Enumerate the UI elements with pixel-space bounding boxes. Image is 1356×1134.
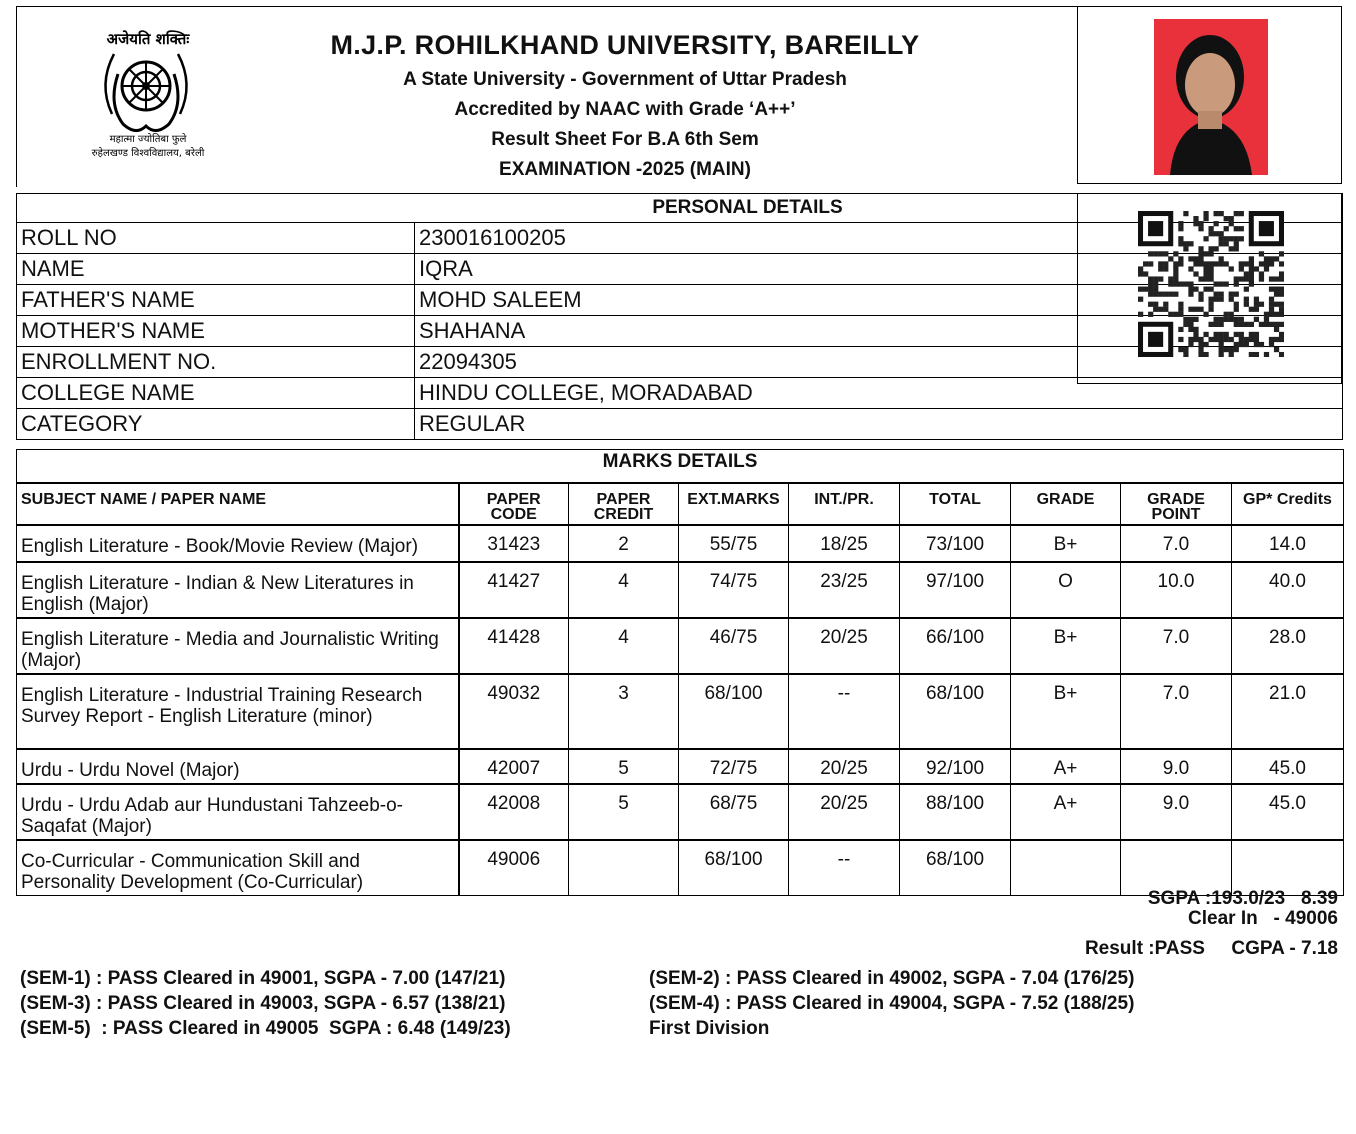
table-row: [17, 749, 1344, 784]
mother-name-value: SHAHANA: [415, 316, 1343, 347]
marks-cell: 9.0: [1121, 784, 1232, 840]
column-header-total: TOTAL: [900, 483, 1011, 525]
marks-cell: 74/75: [679, 562, 789, 618]
marks-cell: 46/75: [679, 618, 789, 674]
marks-cell: 72/75: [679, 749, 789, 784]
marks-details-table: [16, 449, 1344, 896]
marks-cell: 68/100: [900, 674, 1011, 749]
table-row: [17, 618, 1344, 674]
result-cgpa: Result :PASS CGPA - 7.18: [1084, 938, 1338, 959]
marks-cell: 21.0: [1232, 674, 1344, 749]
subject-name-cell: English Literature - Indian & New Literatures in English (Major): [17, 562, 459, 618]
table-row: [17, 525, 1344, 562]
university-name: M.J.P. ROHILKHAND UNIVERSITY, BAREILLY: [330, 30, 920, 60]
name-label: NAME: [17, 254, 415, 285]
sgpa-summary: SGPA :193.0/23 8.39: [1147, 888, 1338, 909]
subject-name-cell: English Literature - Media and Journalistic Writing (Major): [17, 618, 459, 674]
result-sheet-title: Result Sheet For B.A 6th Sem: [491, 129, 759, 150]
accreditation: Accredited by NAAC with Grade ‘A++’: [454, 99, 796, 120]
father-name-value: MOHD SALEEM: [415, 285, 1343, 316]
svg-text:अजेयति शक्तिः: अजेयति शक्तिः: [106, 30, 190, 48]
roll-no-label: ROLL NO: [17, 223, 415, 254]
marks-cell: 4: [569, 562, 679, 618]
enrollment-value: 22094305: [415, 347, 1343, 378]
column-header-paper-credit: PAPER CREDIT: [569, 483, 679, 525]
marks-cell: 68/100: [679, 840, 789, 896]
student-photo-frame: [1077, 6, 1342, 184]
svg-text:महात्मा ज्योतिबा फुले: महात्मा ज्योतिबा फुले: [109, 134, 187, 145]
column-header-gp-credits: GP* Credits: [1232, 483, 1344, 525]
marks-cell: 68/75: [679, 784, 789, 840]
college-value: HINDU COLLEGE, MORADABAD: [415, 378, 1343, 409]
university-logo: [78, 14, 218, 164]
marks-cell: 41428: [459, 618, 569, 674]
marks-cell: 5: [569, 749, 679, 784]
marks-cell: 68/100: [900, 840, 1011, 896]
marks-cell: 20/25: [789, 749, 900, 784]
marks-details-heading: MARKS DETAILS: [17, 450, 1344, 484]
sem-1-result: (SEM-1) : PASS Cleared in 49001, SGPA - 7.00 (147/21): [20, 968, 506, 989]
marks-cell: 7.0: [1121, 674, 1232, 749]
marks-cell: --: [789, 840, 900, 896]
marks-cell: 42007: [459, 749, 569, 784]
marks-cell: O: [1011, 562, 1121, 618]
mother-name-label: MOTHER'S NAME: [17, 316, 415, 347]
university-status: A State University - Government of Uttar Pradesh: [403, 69, 847, 90]
marks-cell: 40.0: [1232, 562, 1344, 618]
marks-cell: 31423: [459, 525, 569, 562]
qr-code-frame: [1077, 193, 1342, 384]
marks-cell: 45.0: [1232, 784, 1344, 840]
marks-cell: 10.0: [1121, 562, 1232, 618]
marks-cell: 7.0: [1121, 618, 1232, 674]
table-row: [17, 562, 1344, 618]
column-header-int-pr: INT./PR.: [789, 483, 900, 525]
marks-cell: B+: [1011, 674, 1121, 749]
subject-name-cell: Urdu - Urdu Novel (Major): [17, 749, 459, 784]
marks-cell: 3: [569, 674, 679, 749]
category-value: REGULAR: [415, 409, 1343, 440]
marks-cell: 73/100: [900, 525, 1011, 562]
sem-5-result: (SEM-5) : PASS Cleared in 49005 SGPA : 6.48 (149/23): [20, 1018, 511, 1039]
marks-cell: B+: [1011, 525, 1121, 562]
qr-code: [1138, 211, 1284, 357]
marks-cell: 55/75: [679, 525, 789, 562]
table-row: [17, 784, 1344, 840]
sem-3-result: (SEM-3) : PASS Cleared in 49003, SGPA - 6.57 (138/21): [20, 993, 506, 1014]
marks-cell: 92/100: [900, 749, 1011, 784]
sem-2-result: (SEM-2) : PASS Cleared in 49002, SGPA - 7.04 (176/25): [649, 968, 1135, 989]
sem-4-result: (SEM-4) : PASS Cleared in 49004, SGPA - 7.52 (188/25): [649, 993, 1135, 1014]
student-photo: [1078, 7, 1340, 182]
marks-cell: 18/25: [789, 525, 900, 562]
marks-cell: 66/100: [900, 618, 1011, 674]
column-header-subject: SUBJECT NAME / PAPER NAME: [17, 483, 459, 525]
marks-cell: 97/100: [900, 562, 1011, 618]
table-row: [17, 409, 1343, 440]
marks-cell: A+: [1011, 784, 1121, 840]
table-row: [17, 674, 1344, 749]
marks-cell: 4: [569, 618, 679, 674]
marks-cell: 9.0: [1121, 749, 1232, 784]
marks-cell: 5: [569, 784, 679, 840]
subject-name-cell: English Literature - Industrial Training Research Survey Report - English Literature (minor): [17, 674, 459, 749]
marks-cell: 41427: [459, 562, 569, 618]
marks-cell: 42008: [459, 784, 569, 840]
marks-cell: 88/100: [900, 784, 1011, 840]
marks-cell: 49006: [459, 840, 569, 896]
subject-name-cell: Urdu - Urdu Adab aur Hundustani Tahzeeb-o-Saqafat (Major): [17, 784, 459, 840]
marks-cell: 7.0: [1121, 525, 1232, 562]
marks-cell: 45.0: [1232, 749, 1344, 784]
column-header-grade-point: GRADE POINT: [1121, 483, 1232, 525]
personal-details-heading: PERSONAL DETAILS: [17, 194, 1343, 223]
marks-cell: B+: [1011, 618, 1121, 674]
father-name-label: FATHER'S NAME: [17, 285, 415, 316]
category-label: CATEGORY: [17, 409, 415, 440]
subject-name-cell: English Literature - Book/Movie Review (Major): [17, 525, 459, 562]
marks-cell: --: [789, 674, 900, 749]
marks-cell: 14.0: [1232, 525, 1344, 562]
marks-cell: A+: [1011, 749, 1121, 784]
svg-text:रुहेलखण्ड विश्वविद्यालय, बरेली: रुहेलखण्ड विश्वविद्यालय, बरेली: [91, 148, 205, 159]
marks-cell: 23/25: [789, 562, 900, 618]
table-row: [17, 840, 1344, 896]
column-header-ext-marks: EXT.MARKS: [679, 483, 789, 525]
marks-cell: 20/25: [789, 618, 900, 674]
marks-cell: [1011, 840, 1121, 896]
marks-cell: 68/100: [679, 674, 789, 749]
column-header-paper-code: PAPER CODE: [459, 483, 569, 525]
roll-no-value: 230016100205: [415, 223, 1343, 254]
marks-cell: 49032: [459, 674, 569, 749]
enrollment-label: ENROLLMENT NO.: [17, 347, 415, 378]
name-value: IQRA: [415, 254, 1343, 285]
marks-cell: 20/25: [789, 784, 900, 840]
college-label: COLLEGE NAME: [17, 378, 415, 409]
division: First Division: [649, 1018, 770, 1039]
clear-in: Clear In - 49006: [1188, 908, 1338, 929]
marks-cell: 2: [569, 525, 679, 562]
column-header-grade: GRADE: [1011, 483, 1121, 525]
marks-cell: 28.0: [1232, 618, 1344, 674]
subject-name-cell: Co-Curricular - Communication Skill and Personality Development (Co-Curricular): [17, 840, 459, 896]
marks-cell: [569, 840, 679, 896]
examination-title: EXAMINATION -2025 (MAIN): [499, 159, 751, 180]
